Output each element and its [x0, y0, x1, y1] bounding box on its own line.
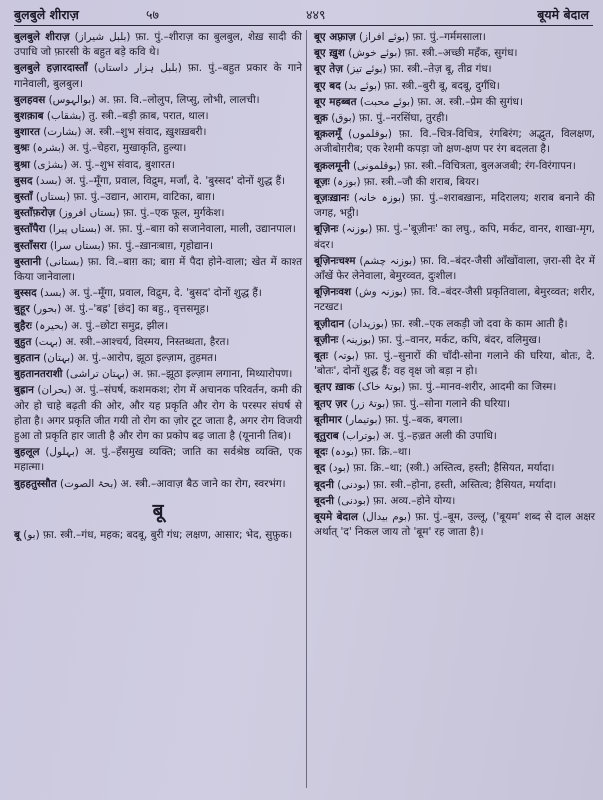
dictionary-entry — [14, 239, 302, 254]
entry-urdu-spelling: (بہلول) — [45, 446, 79, 459]
left-column — [14, 30, 302, 544]
dictionary-entry — [14, 61, 302, 91]
entry-definition: अ. फ़ा. पुं.–बाग़ को सजानेवाला, माली, उद्यानपाल। — [104, 223, 296, 236]
dictionary-entry — [314, 159, 595, 174]
entry-headword: बूतीमार — [314, 413, 342, 426]
dictionary-entry — [314, 510, 595, 540]
entry-headword: बुह्रान — [14, 384, 34, 397]
entry-headword: बूक़लमूनी — [314, 159, 350, 172]
header-left-page-number: ५७ — [146, 7, 160, 22]
dictionary-entry — [14, 286, 302, 301]
entry-definition: फ़ा. क्रि.–था; (स्त्री.) अस्तित्व, हस्ती; हैसियत, मर्यादा। — [353, 462, 555, 475]
page-header — [14, 6, 593, 26]
entry-definition: फ़ा. पुं.–बक, बगला। — [384, 413, 463, 426]
entry-headword: बुस्तानी — [14, 255, 42, 268]
entry-urdu-spelling: (بوئے افراز) — [358, 31, 410, 43]
entry-definition: तु. स्त्री.–बड़ी क़ाब, परात, थाल। — [88, 110, 209, 123]
entry-urdu-spelling: (بوئے خوش) — [348, 47, 402, 60]
entry-headword: बुश्रः — [14, 142, 30, 155]
dictionary-entry — [314, 445, 595, 460]
entry-urdu-spelling: (بوزنہ) — [341, 223, 373, 236]
entry-definition: अ. फ़ा.–झूठा इल्ज़ाम लगाना, मिथ्यारोपण। — [132, 368, 293, 381]
entry-urdu-spelling: (بشرہ) — [32, 142, 65, 155]
entry-urdu-spelling: (بستاں) — [35, 191, 71, 204]
entry-definition: फ़ा. पुं.–सुनारों की चाँदी-सोना गलाने की घरिया, बोतः, दे. 'बोतः', दोनों शुद्ध हैं; वह वृक्ष जो बड़ा न हो। — [314, 350, 595, 378]
entry-urdu-spelling: (بوزنہ وش) — [354, 286, 407, 299]
entry-headword: बूदनी — [314, 494, 334, 507]
entry-urdu-spelling: (بوتیمار) — [345, 413, 382, 426]
entry-headword: बूतुराब — [314, 430, 339, 443]
entry-headword: बुशारत — [14, 126, 40, 139]
entry-headword: बुहहतुस्सौत — [14, 477, 57, 490]
entry-definition: फ़ा. स्त्री.–होना, हस्ती, अस्तित्व; हैसियत, मर्यादा। — [373, 478, 557, 491]
header-page-number: ४४९ — [306, 7, 326, 22]
entry-urdu-spelling: (بوتہ) — [333, 350, 359, 363]
entry-headword: बुस्ताँफ़रोज़ — [14, 207, 56, 220]
entry-urdu-spelling: (بوق) — [331, 112, 356, 125]
dictionary-entry — [314, 46, 595, 61]
dictionary-entry — [314, 30, 595, 45]
entry-definition: अ. पुं.–हज़्रत अली की उपाधि। — [383, 430, 497, 443]
entry-urdu-spelling: (بسد) — [35, 174, 62, 187]
dictionary-entry — [14, 174, 302, 189]
entry-headword: बुलबुले शीराज़ — [14, 31, 70, 43]
entry-headword: बूदनी — [314, 478, 334, 491]
entry-urdu-spelling: (بوزہ) — [333, 175, 361, 188]
entry-urdu-spelling: (بشرٰی) — [33, 158, 68, 171]
dictionary-entry — [14, 319, 302, 334]
entry-urdu-spelling: (بوقلمونی) — [352, 159, 401, 172]
entry-urdu-spelling: (بستاں افروز) — [58, 207, 120, 220]
entry-urdu-spelling: (بسد) — [39, 287, 66, 300]
entry-headword: बुसद — [14, 174, 33, 187]
entry-definition: फ़ा. स्त्री.–जौ की शराब, बियर। — [363, 175, 480, 188]
entry-definition: फ़ा. पुं.–एक फूल, मुर्गकेश। — [123, 207, 225, 220]
entry-definition: फ़ा. पुं.–नरसिंघा, तुरही। — [359, 112, 449, 125]
entry-urdu-spelling: (بلبل ہزار داستاں) — [93, 62, 182, 75]
entry-urdu-spelling: (بلبل شیراز) — [74, 31, 131, 43]
entry-definition: अ. स्त्री.–आवाज़ बैठ जाने का रोग, स्वरभंग। — [120, 477, 286, 490]
entry-urdu-spelling: (بوزینہ) — [341, 333, 376, 346]
entry-urdu-spelling: (بوئے بد) — [344, 79, 382, 92]
entry-definition: अ. पुं.–शुभ संवाद, बुशारत। — [70, 158, 175, 171]
entry-urdu-spelling: (بشارت) — [43, 126, 82, 139]
entry-urdu-spelling: (بحۃ الصوت) — [60, 477, 118, 490]
entry-urdu-spelling: (بوتۂ زر) — [350, 397, 390, 410]
dictionary-entry — [314, 222, 595, 252]
entry-definition: अ. पुं.–हँसमुख व्यक्ति; जाति का सर्वश्रेष्ठ व्यक्ति, एक महात्मा। — [14, 446, 302, 474]
entry-urdu-spelling: (بوزنہ چشم) — [359, 254, 417, 267]
entry-headword: बुहैरः — [14, 319, 32, 332]
entry-headword: बूज़ीनः — [314, 333, 339, 346]
entry-urdu-spelling: (بودہ) — [330, 446, 358, 459]
entry-headword: बुशक़ाब — [14, 110, 44, 123]
entry-headword: बूए अफ़्राज़ — [314, 31, 356, 43]
entry-urdu-spelling: (بود) — [328, 462, 350, 475]
entry-headword: बुलहवस — [14, 93, 46, 106]
entry-definition: अ. फ़ा. वि.–लोलुप, लिप्सु, लोभी, लालची। — [98, 93, 260, 106]
entry-headword: बूद — [314, 462, 326, 475]
entry-urdu-spelling: (بہت) — [34, 335, 62, 348]
entry-headword: बूज़ः — [314, 175, 330, 188]
entry-headword: बू — [14, 528, 20, 541]
left-after-section-entries — [14, 528, 302, 543]
entry-definition: फ़ा. पुं.–ख़ानःबाग़, गृहोद्यान। — [108, 239, 213, 252]
entry-definition: फ़ा. वि.–बंदर-जैसी आँखोंवाला, ज़रा-सी देर में आँखें फेर लेनेवाला, बेमुरव्वत, दुःशील। — [314, 254, 595, 283]
dictionary-entry — [314, 397, 595, 412]
entry-headword: बुहुत — [14, 335, 32, 348]
dictionary-entry — [14, 30, 302, 60]
header-rule — [14, 25, 593, 26]
dictionary-entry — [314, 95, 595, 110]
dictionary-entry — [14, 367, 302, 382]
entry-definition: फ़ा. क्रि.–था। — [361, 446, 412, 459]
dictionary-entry — [314, 191, 595, 221]
entry-definition: फ़ा. पुं.–बूम, उल्लू, ('बूयम' शब्द से दाल अक्षर अर्थात् 'द' निकल जाय तो 'बूम' रह जाता है)। — [314, 511, 596, 539]
entry-urdu-spelling: (بستانی) — [45, 255, 84, 268]
dictionary-entry — [314, 62, 595, 77]
entry-urdu-spelling: (بوقلموں) — [348, 128, 392, 141]
entry-headword: बूक़ — [314, 112, 328, 125]
dictionary-entry — [14, 302, 302, 317]
entry-urdu-spelling: (بشقاب) — [46, 110, 86, 123]
dictionary-entry — [14, 190, 302, 205]
dictionary-entry — [314, 429, 595, 444]
header-left-word: बुलबुले शीराज़ — [14, 7, 79, 22]
entry-definition: फ़ा. पुं.–गर्ममसाला। — [412, 31, 486, 43]
entry-headword: बूज़िनःचश्म — [314, 254, 356, 267]
entry-definition: फ़ा. वि.–चित्र-विचित्र, रंगबिरंग; अद्भुत, विलक्षण, अजीबोग़रीब; एक रेशमी कपड़ा जो क्षण-क्षण पर रंग बदलता है। — [314, 128, 595, 156]
dictionary-entry — [314, 317, 595, 332]
entry-definition: फ़ा. स्त्री.–अच्छी महँक, सुगंध। — [404, 47, 518, 60]
entry-headword: बूतए ज़र — [314, 397, 348, 410]
entry-definition: अ. पुं.–मूँगा, प्रवाल, विद्रुम, दे. 'बुसद' दोनों शुद्ध हैं। — [69, 287, 262, 300]
dictionary-entry — [14, 445, 302, 475]
entry-urdu-spelling: (بوالہوس) — [48, 93, 96, 106]
entry-urdu-spelling: (بوتراب) — [342, 430, 380, 443]
entry-definition: अ. पुं.–मूँगा, प्रवाल, विद्रुम, मर्जां, दे. 'बुस्सद' दोनों शुद्ध हैं। — [64, 174, 286, 187]
entry-headword: बूए तेज़ — [314, 63, 343, 76]
entry-headword: बूतए ख़ाक — [314, 381, 355, 394]
entry-urdu-spelling: (بہتان) — [43, 352, 75, 365]
dictionary-entry — [14, 206, 302, 221]
entry-headword: बूदः — [314, 446, 328, 459]
dictionary-entry — [314, 254, 595, 284]
dictionary-entry — [14, 109, 302, 124]
entry-definition: फ़ा. स्त्री.–विचित्रता, बुलअजबी; रंग-विरंगापन। — [404, 159, 576, 172]
entry-definition: अ. पुं.–'बह्र' [छंद] का बहु., वृत्तसमूह। — [64, 303, 210, 316]
dictionary-entry — [314, 478, 595, 493]
header-right-word: बूयमे बेदाल — [537, 7, 589, 22]
dictionary-entry — [314, 461, 595, 476]
dictionary-entry — [314, 175, 595, 190]
entry-definition: फ़ा. पुं.–मानव-शरीर, आदमी का जिस्म। — [408, 381, 557, 394]
entry-definition: फ़ा. स्त्री.–तेज़ बू, तीव्र गंध। — [390, 63, 492, 76]
entry-urdu-spelling: (بوزیدان) — [347, 317, 388, 330]
entry-urdu-spelling: (بوزہ خانہ) — [353, 192, 406, 205]
entry-headword: बूज़िनःवश — [314, 286, 352, 299]
entry-definition: फ़ा. स्त्री.–बुरी बू, बदबू, दुर्गंधि। — [384, 79, 500, 92]
entry-headword: बूतः — [314, 350, 328, 363]
dictionary-entry — [314, 285, 595, 315]
entry-definition: फ़ा. पुं.–बहुत प्रकार के गाने गानेवाली, बुलबुल। — [14, 62, 303, 90]
right-column — [314, 30, 595, 542]
entry-urdu-spelling: (بودنی) — [337, 494, 370, 507]
entry-headword: बुलबुले हज़ारदास्ताँ — [14, 62, 88, 75]
entry-definition: अ. स्त्री.–शुभ संवाद, ख़ुशख़बरी। — [84, 126, 207, 139]
entry-definition: फ़ा. वि.–बंदर-जैसी प्रकृतिवाला, बेमुरव्वत; शरीर, नटखट। — [314, 286, 595, 314]
entry-definition: फ़ा. अ. स्त्री.–प्रेम की सुगंध। — [417, 95, 523, 108]
dictionary-entry — [14, 222, 302, 237]
entry-definition: अ. पुं.–छोटा समुद्र, झील। — [71, 319, 169, 332]
dictionary-entry — [14, 383, 302, 444]
dictionary-entry — [314, 494, 595, 509]
column-divider — [306, 30, 307, 788]
entry-urdu-spelling: (بستاں سرا) — [49, 239, 105, 252]
entry-headword: बुहलूल — [14, 446, 40, 459]
dictionary-entry — [14, 158, 302, 173]
entry-definition: फ़ा. पुं.–शीराज़ का बुलबुल, शेख़ सादी की उपाधि जो फ़ारसी के बहुत बड़े कवि थे। — [14, 31, 302, 59]
entry-headword: बुस्ताँ — [14, 191, 33, 204]
dictionary-entry — [14, 528, 302, 543]
entry-urdu-spelling: (بوئے محبت) — [359, 95, 415, 108]
entry-urdu-spelling: (بودنی) — [337, 478, 370, 491]
entry-headword: बूक़लमूँ — [314, 128, 342, 141]
dictionary-entry — [14, 125, 302, 140]
entry-definition: अ. पुं.–आरोप, झूठा इल्ज़ाम, तुहमत। — [77, 352, 218, 365]
entry-headword: बुस्ताँपैरा — [14, 223, 46, 236]
left-entries — [14, 30, 302, 492]
dictionary-entry — [14, 141, 302, 156]
dictionary-entry — [314, 380, 595, 395]
entry-urdu-spelling: (بحران) — [37, 384, 72, 397]
dictionary-entry — [14, 351, 302, 366]
entry-headword: बुस्ताँसरा — [14, 239, 47, 252]
dictionary-entry — [314, 413, 595, 428]
entry-urdu-spelling: (بو) — [23, 528, 40, 541]
entry-headword: बूए बद — [314, 79, 341, 92]
dictionary-entry — [314, 127, 595, 157]
entry-headword: बूज़िनः — [314, 223, 339, 236]
entry-headword: बुहूर — [14, 303, 30, 316]
section-heading: बू — [152, 499, 164, 522]
dictionary-entry — [14, 93, 302, 108]
dictionary-entry — [314, 79, 595, 94]
entry-headword: बुहतान — [14, 352, 40, 365]
entry-definition: फ़ा. पुं.–'बूज़ीनः' का लघु., कपि, मर्कट, वानर, शाखा-मृग, बंदर। — [314, 223, 595, 251]
entry-headword: बुस्सद — [14, 287, 37, 300]
dictionary-entry — [314, 333, 595, 348]
dictionary-entry — [14, 477, 302, 492]
entry-definition: अ. स्त्री.–आश्चर्य, विस्मय, निस्तब्धता, हैरत। — [65, 335, 230, 348]
entry-urdu-spelling: (بحیرہ) — [35, 319, 68, 332]
entry-definition: फ़ा. स्त्री.–एक लकड़ी जो दवा के काम आती है। — [391, 317, 568, 330]
entry-definition: फ़ा. अव्य.–होने योग्य। — [373, 494, 456, 507]
entry-definition: फ़ा. पुं.–सोना गलाने की घरिया। — [392, 397, 511, 410]
entry-definition: फ़ा. पुं.–उद्यान, आराम, वाटिका, बाग़। — [73, 191, 215, 204]
entry-headword: बूज़ीदान — [314, 317, 345, 330]
dictionary-entry — [14, 255, 302, 285]
entry-urdu-spelling: (بوم بیدال) — [362, 511, 412, 524]
dictionary-entry — [14, 335, 302, 350]
entry-definition: अ. पुं.–चेहरा, मुखाकृति, हुल्या। — [68, 142, 187, 155]
entry-definition: फ़ा. वि.–बाग़ का; बाग़ में पैदा होने-वाला; खेत में काश्त किया जानेवाला। — [14, 255, 303, 284]
entry-headword: बूज़ःख़ानः — [314, 192, 349, 205]
entry-urdu-spelling: (بحور) — [33, 303, 62, 316]
dictionary-entry — [314, 349, 595, 379]
entry-headword: बुश्रा — [14, 158, 30, 171]
entry-definition: अ. पुं.–संघर्ष, कशमकश; रोग में अचानक परिवर्तन, कमी की ओर हो चाहे बढ़ती की ओर, और यह प्रकृति और रोग के परस्पर संघर्ष से होता है। अगर प्रकृति जीत गयी तो रोग का ज़ोर टूट जाता है, अगर रोग विजयी हुआ तो प्रकृति हार जाती है और रोग का प्रकोप बढ़ जाता है (यूनानी तिब)। — [14, 384, 303, 443]
entry-urdu-spelling: (بوتۂ خاک) — [357, 381, 406, 394]
right-entries — [314, 30, 595, 541]
entry-urdu-spelling: (بہتان تراشی) — [65, 368, 129, 381]
entry-headword: बूए महब्बत — [314, 95, 357, 108]
entry-definition: फ़ा. स्त्री.–गंध, महक; बदबू, बुरी गंध; लक्षण, आसार; भेद, सुफ़ुक। — [42, 528, 293, 541]
dictionary-entry — [314, 111, 595, 126]
entry-definition: फ़ा. पुं.–वानर, मर्कट, कपि, बंदर, वलिमुख। — [378, 333, 541, 346]
entry-definition: फ़ा. पुं.–शराबख़ानः, मदिरालय; शराब बनाने की जगह, भट्ठी। — [314, 192, 595, 220]
entry-urdu-spelling: (بوئے تیز) — [346, 63, 387, 76]
entry-headword: बूयमे बेदाल — [314, 511, 358, 524]
entry-headword: बूए ख़ुश — [314, 47, 345, 60]
entry-urdu-spelling: (بستاں پیرا) — [48, 223, 101, 236]
entry-headword: बुहतानतराशी — [14, 368, 63, 381]
